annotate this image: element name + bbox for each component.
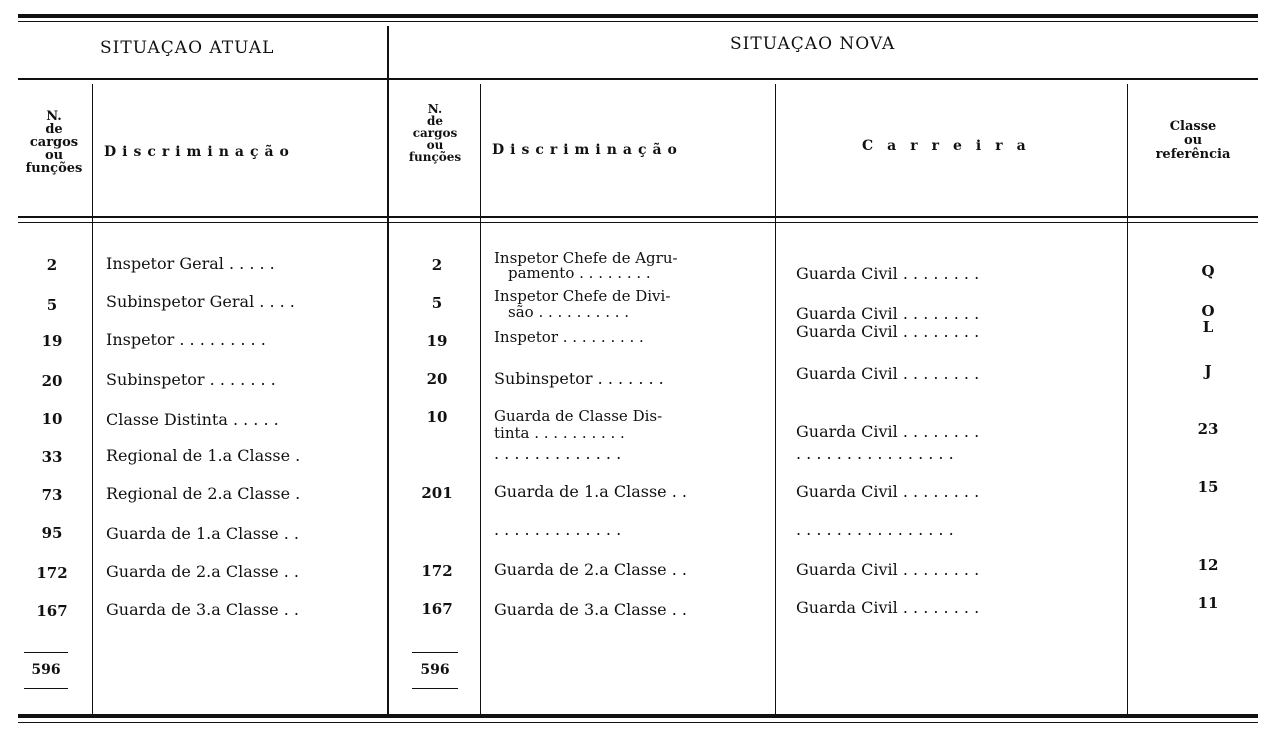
row2-nova-disc-l2: são . . . . . . . . . .	[508, 303, 630, 321]
header-situacao-atual: SITUAÇAO ATUAL	[100, 38, 275, 58]
bottom-rule-thick	[18, 714, 1258, 718]
row7-atual-n: 73	[41, 486, 63, 504]
row4-carreira: Guarda Civil . . . . . . . .	[796, 364, 980, 383]
total-nova: 596	[420, 662, 450, 678]
col-divider-5	[1127, 84, 1128, 714]
row6-atual-disc: Regional de 1.a Classe .	[106, 446, 301, 465]
total-rule-atual-top	[24, 652, 68, 653]
top-rule-thin	[18, 21, 1258, 22]
row4-atual-n: 20	[41, 372, 63, 390]
row10-classe: 11	[1197, 594, 1219, 612]
col-divider-3	[480, 84, 481, 714]
row2-classe: O	[1201, 302, 1215, 320]
row4-atual-disc: Subinspetor . . . . . . .	[106, 370, 276, 389]
colhdr-n-cargos-atual: N. de cargos ou funções	[25, 109, 83, 176]
row8-nova-disc-l1: . . . . . . . . . . . . .	[494, 520, 622, 539]
col-divider-main	[387, 26, 389, 714]
row1-nova-disc-l1: Inspetor Chefe de Agru-	[494, 249, 678, 267]
row9-atual-disc: Guarda de 2.a Classe . .	[106, 562, 299, 581]
row1-nova-n: 2	[431, 256, 443, 274]
row9-classe: 12	[1197, 556, 1219, 574]
total-atual: 596	[31, 662, 61, 678]
row5-nova-disc-l2: tinta . . . . . . . . . .	[494, 424, 625, 442]
row5-atual-n: 10	[41, 410, 63, 428]
colhdr-rule-a	[18, 216, 1258, 218]
row7-nova-disc-l1: Guarda de 1.a Classe . .	[494, 482, 687, 501]
colhdr-rule-b	[18, 222, 1258, 223]
colhdr-discriminacao-nova: Discriminação	[492, 142, 683, 158]
row10-carreira: Guarda Civil . . . . . . . .	[796, 598, 980, 617]
row9-nova-n: 172	[421, 562, 453, 580]
col-divider-4	[775, 84, 776, 714]
row10-atual-disc: Guarda de 3.a Classe . .	[106, 600, 299, 619]
row2-atual-disc: Subinspetor Geral . . . .	[106, 292, 295, 311]
row5-nova-n: 10	[426, 408, 448, 426]
row7-carreira: Guarda Civil . . . . . . . .	[796, 482, 980, 501]
row6-atual-n: 33	[41, 448, 63, 466]
row1-carreira: Guarda Civil . . . . . . . .	[796, 264, 980, 283]
row1-atual-disc: Inspetor Geral . . . . .	[106, 254, 275, 273]
colhdr-classe: Classe ou referência	[1155, 119, 1231, 162]
row3-nova-disc-l1: Inspetor . . . . . . . . .	[494, 328, 644, 346]
row2-atual-n: 5	[46, 296, 58, 314]
row4-nova-n: 20	[426, 370, 448, 388]
header-band-rule	[18, 78, 1258, 80]
bottom-rule-thin	[18, 722, 1258, 723]
total-rule-nova-top	[412, 652, 458, 653]
row1-nova-disc-l2: pamento . . . . . . . .	[508, 264, 651, 282]
row2-carreira: Guarda Civil . . . . . . . .	[796, 304, 980, 323]
row6-nova-disc-l1: . . . . . . . . . . . . .	[494, 444, 622, 463]
header-situacao-nova: SITUAÇAO NOVA	[730, 34, 896, 54]
row6-carreira: . . . . . . . . . . . . . . . .	[796, 444, 954, 463]
row8-carreira: . . . . . . . . . . . . . . . .	[796, 520, 954, 539]
row10-atual-n: 167	[36, 602, 68, 620]
row7-classe: 15	[1197, 478, 1219, 496]
row10-nova-disc-l1: Guarda de 3.a Classe . .	[494, 600, 687, 619]
row3-nova-n: 19	[426, 332, 448, 350]
row4-classe: J	[1204, 362, 1212, 380]
row8-atual-disc: Guarda de 1.a Classe . .	[106, 524, 299, 543]
col-divider-1	[92, 84, 93, 714]
row7-atual-disc: Regional de 2.a Classe .	[106, 484, 301, 503]
row9-nova-disc-l1: Guarda de 2.a Classe . .	[494, 560, 687, 579]
row3-atual-disc: Inspetor . . . . . . . . .	[106, 330, 266, 349]
row10-nova-n: 167	[421, 600, 453, 618]
colhdr-carreira: Carreira	[862, 138, 1040, 154]
row5-classe: 23	[1197, 420, 1219, 438]
colhdr-discriminacao-atual: Discriminação	[104, 144, 295, 160]
row3-atual-n: 19	[41, 332, 63, 350]
row9-carreira: Guarda Civil . . . . . . . .	[796, 560, 980, 579]
row5-carreira: Guarda Civil . . . . . . . .	[796, 422, 980, 441]
row7-nova-n: 201	[421, 484, 453, 502]
colhdr-n-cargos-nova: N. de cargos ou funções	[408, 102, 462, 164]
row5-atual-disc: Classe Distinta . . . . .	[106, 410, 279, 429]
row8-atual-n: 95	[41, 524, 63, 542]
row3-classe: L	[1202, 318, 1214, 336]
row3-carreira: Guarda Civil . . . . . . . .	[796, 322, 980, 341]
row5-nova-disc-l1: Guarda de Classe Dis-	[494, 407, 663, 425]
total-rule-atual-bottom	[24, 688, 68, 689]
row2-nova-disc-l1: Inspetor Chefe de Divi-	[494, 287, 671, 305]
top-rule-thick	[18, 14, 1258, 18]
row1-atual-n: 2	[46, 256, 58, 274]
total-rule-nova-bottom	[412, 688, 458, 689]
row9-atual-n: 172	[36, 564, 68, 582]
row4-nova-disc-l1: Subinspetor . . . . . . .	[494, 369, 664, 388]
row1-classe: Q	[1201, 262, 1215, 280]
row2-nova-n: 5	[431, 294, 443, 312]
